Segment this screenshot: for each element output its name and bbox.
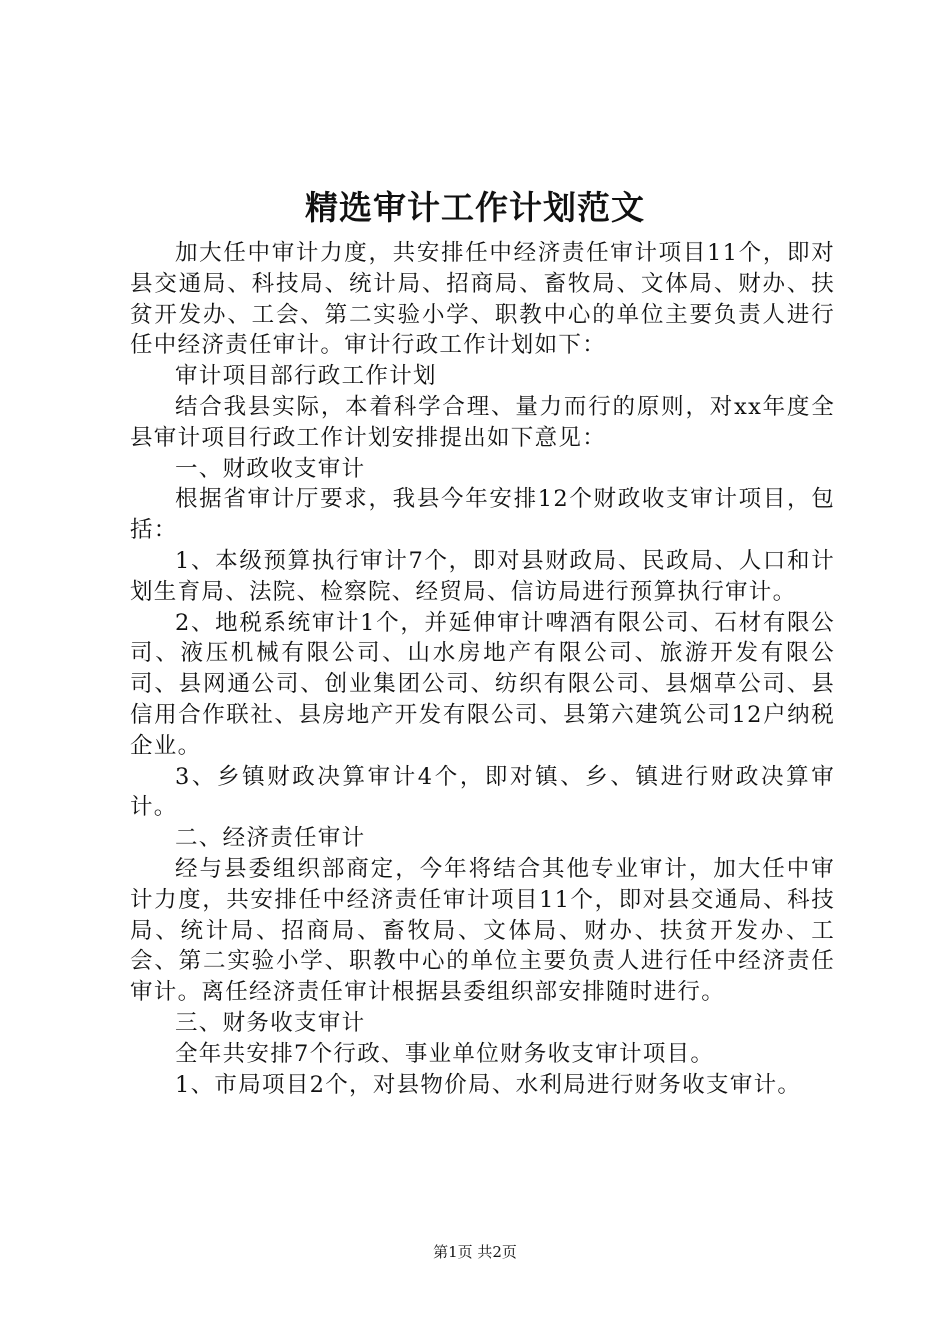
paragraph: 加大任中审计力度，共安排任中经济责任审计项目11个，即对县交通局、科技局、统计局、招商局、畜牧局、文体局、财办、扶贫开发办、工会、第二实验小学、职教中心的单位主要负责人进行任中经济责任审计。审计行政工作计划如下： — [130, 240, 835, 359]
paragraph: 2、地税系统审计1个，并延伸审计啤酒有限公司、石材有限公司、液压机械有限公司、山水房地产有限公司、旅游开发有限公司、县网通公司、创业集团公司、纺织有限公司、县烟草公司、县信用合作联社、县房地产开发有限公司、县第六建筑公司12户纳税企业。 — [130, 609, 835, 759]
document-body — [130, 238, 835, 1100]
paragraph: 经与县委组织部商定，今年将结合其他专业审计，加大任中审计力度，共安排任中经济责任审计项目11个，即对县交通局、科技局、统计局、招商局、畜牧局、文体局、财办、扶贫开发办、工会、第二实验小学、职教中心的单位主要负责人进行任中经济责任审计。离任经济责任审计根据县委组织部安排随时进行。 — [130, 855, 835, 1006]
paragraph: 根据省审计厅要求，我县今年安排12个财政收支审计项目，包括： — [130, 486, 835, 544]
paragraph: 3、乡镇财政决算审计4个，即对镇、乡、镇进行财政决算审计。 — [130, 763, 835, 821]
section-heading: 一、财政收支审计 — [175, 455, 366, 482]
paragraph: 全年共安排7个行政、事业单位财务收支审计项目。 — [175, 1040, 715, 1067]
page-footer: 第1页 共2页 — [433, 1243, 517, 1261]
paragraph: 1、本级预算执行审计7个，即对县财政局、民政局、人口和计划生育局、法院、检察院、经贸局、信访局进行预算执行审计。 — [130, 547, 835, 605]
section-heading: 二、经济责任审计 — [175, 825, 366, 852]
paragraph: 结合我县实际，本着科学合理、量力而行的原则，对xx年度全县审计项目行政工作计划安排提出如下意见： — [130, 393, 835, 451]
paragraph: 1、市局项目2个，对县物价局、水利局进行财务收支审计。 — [175, 1071, 802, 1098]
section-heading: 三、财务收支审计 — [175, 1009, 366, 1036]
document-title: 精选审计工作计划范文 — [305, 188, 645, 227]
paragraph: 审计项目部行政工作计划 — [175, 363, 437, 390]
